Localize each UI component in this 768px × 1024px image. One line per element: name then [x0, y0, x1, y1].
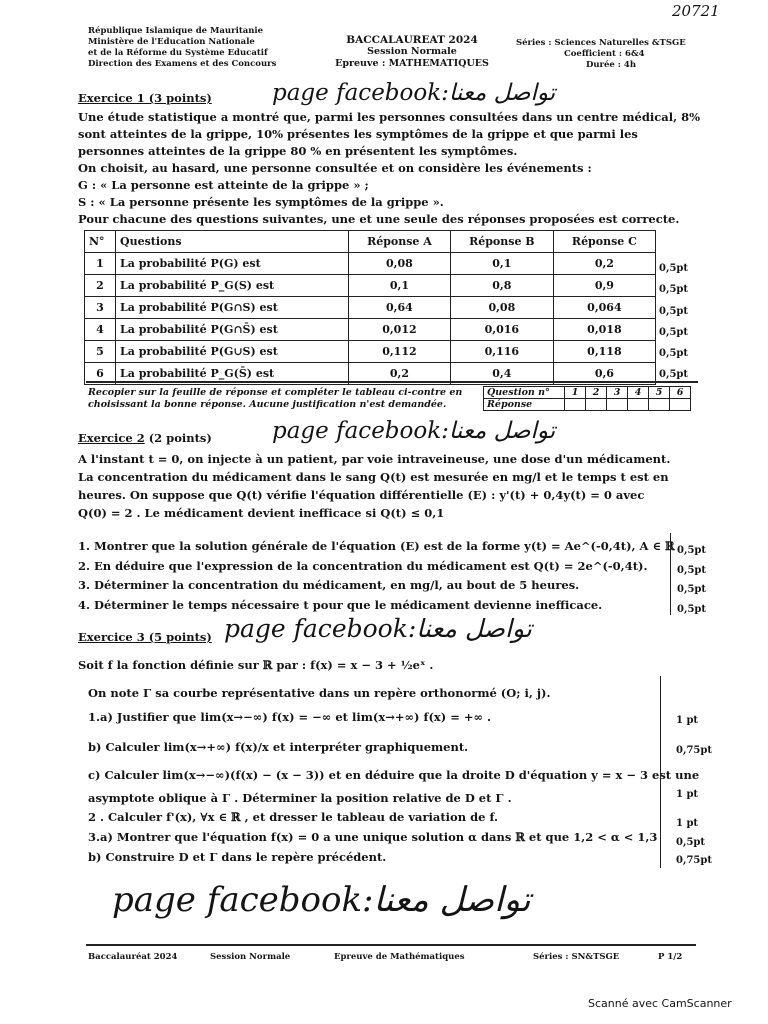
exercise-2-heading	[78, 431, 212, 445]
row-answer-c: 0,2	[553, 253, 655, 275]
row-answer-b: 0,08	[450, 297, 553, 319]
header-left	[88, 26, 276, 70]
row-number: 5	[85, 341, 116, 363]
footer-subject: Epreuve de Mathématiques	[334, 952, 465, 962]
header-right-line: Durée : 4h	[586, 60, 636, 70]
question-line: 4. Déterminer le temps nécessaire t pour que le médicament devienne inefficace.	[78, 597, 603, 612]
answer-table-label: Question n°	[484, 387, 565, 399]
row-question: La probabilité P(G∩S) est	[116, 297, 349, 319]
footer-session: Session Normale	[210, 952, 291, 962]
row-question: La probabilité P_G(S) est	[116, 275, 349, 297]
table-header-c: Réponse C	[553, 231, 655, 253]
points-mark: 0,5pt	[677, 564, 707, 576]
table-header-questions: Questions	[116, 231, 349, 253]
exercise-2-title: Exercice 2	[78, 431, 145, 445]
question-line: asymptote oblique à Γ . Déterminer la position relative de D et Γ .	[88, 791, 512, 805]
points-mark: 1 pt	[676, 818, 699, 829]
intro-line: La concentration du médicament dans le sang Q(t) est mesurée en mg/l et le temps t est en	[78, 470, 669, 484]
function-definition: Soit f la fonction définie sur ℝ par : f(x) = x − 3 + ½eˣ .	[78, 658, 434, 672]
answer-table-cell	[670, 399, 691, 411]
question-line: b) Construire D et Γ dans le repère précédent.	[88, 850, 387, 864]
table-row	[85, 297, 656, 319]
row-number: 2	[85, 275, 116, 297]
row-question: La probabilité P(G∪S) est	[116, 341, 349, 363]
questions-table	[84, 230, 656, 385]
points-mark: 0,5pt	[659, 263, 689, 274]
points-mark: 0,5pt	[677, 545, 707, 556]
footer-rule	[86, 944, 696, 946]
intro-line: Une étude statistique a montré que, parmi les personnes consultées dans un centre médical, 8%	[78, 110, 701, 124]
row-answer-b: 0,8	[450, 275, 553, 297]
header-right-line: Séries : Sciences Naturelles &TSGE	[516, 38, 686, 48]
answer-table-cell	[649, 399, 670, 411]
answer-table-cell	[628, 399, 649, 411]
table-row	[85, 253, 656, 275]
header-center-line: BACCALAUREAT 2024	[346, 34, 478, 46]
row-question: La probabilité P_G(S̄) est	[116, 363, 349, 385]
exercise-2-questions	[78, 537, 675, 615]
question-line: 2. En déduire que l'expression de la concentration du médicament est Q(t) = 2e^(-0,4t).	[78, 558, 648, 573]
question-line: 3.a) Montrer que l'équation f(x) = 0 a une unique solution α dans ℝ et que 1,2 < α < 1,3	[88, 830, 658, 844]
intro-line: sont atteintes de la grippe, 10% présentes les symptômes de la grippe et que parmi les	[78, 127, 638, 141]
header-left-line: République Islamique de Mauritanie	[88, 26, 264, 36]
header-center	[322, 34, 502, 70]
answer-table-row	[484, 399, 691, 411]
note-line: Recopier sur la feuille de réponse et compléter le tableau ci-contre en	[88, 387, 463, 398]
footer-page-number: P 1/2	[658, 952, 683, 962]
separator-line	[86, 381, 698, 383]
table-header-row	[85, 231, 656, 253]
curve-note: On note Γ sa courbe représentative dans un repère orthonormé (O; i, j).	[88, 686, 551, 700]
question-line: c) Calculer lim(x→−∞)(f(x) − (x − 3)) et en déduire que la droite D d'équation y = x − 3 est une	[88, 768, 700, 782]
answer-table-row	[484, 387, 691, 399]
points-mark: 0,5pt	[676, 837, 706, 848]
table-header-a: Réponse A	[349, 231, 451, 253]
table-row	[85, 341, 656, 363]
points-mark: 0,5pt	[659, 326, 689, 338]
question-line: 1.a) Justifier que lim(x→−∞) f(x) = −∞ et lim(x→+∞) f(x) = +∞ .	[88, 710, 492, 724]
watermark: page facebook:تواصل معنا	[224, 614, 532, 643]
points-mark: 0,5pt	[659, 348, 689, 360]
points-mark: 0,5pt	[659, 284, 689, 296]
row-number: 4	[85, 319, 116, 341]
answer-table-cell: 4	[628, 387, 649, 399]
question-line: b) Calculer lim(x→+∞) f(x)/x et interpréter graphiquement.	[88, 740, 469, 754]
row-answer-c: 0,9	[553, 275, 655, 297]
answer-table-cell: 6	[670, 387, 691, 399]
answer-table-cell	[565, 399, 586, 411]
points-mark: 1 pt	[676, 789, 699, 800]
question-line: 2 . Calculer f'(x), ∀x ∈ ℝ , et dresser le tableau de variation de f.	[88, 810, 498, 824]
answer-table-cell	[607, 399, 628, 411]
row-number: 6	[85, 363, 116, 385]
question-line: 1. Montrer que la solution générale de l'équation (E) est de la forme y(t) = Ae^(-0,4t), A ∈ ℝ	[78, 539, 675, 553]
intro-line: personnes atteintes de la grippe 80 % en présentent les symptômes.	[78, 144, 518, 158]
row-question: La probabilité P(G∩S̄) est	[116, 319, 349, 341]
exercise-1-intro	[78, 109, 700, 228]
intro-line: A l'instant t = 0, on injecte à un patient, par voie intraveineuse, une dose d'un médicament.	[78, 452, 671, 466]
answer-table	[483, 386, 691, 411]
table-row	[85, 319, 656, 341]
row-answer-a: 0,2	[349, 363, 451, 385]
exercise-2-points-column	[677, 541, 706, 619]
answer-table-cell: 2	[586, 387, 607, 399]
scanner-watermark: Scanné avec CamScanner	[588, 997, 732, 1010]
points-mark: 0,5pt	[677, 603, 707, 615]
intro-line: heures. On suppose que Q(t) vérifie l'équation différentielle (E) : y'(t) + 0,4y(t) = 0 avec	[78, 488, 645, 502]
header-left-line: Ministère de l'Education Nationale	[88, 37, 255, 47]
row-answer-b: 0,016	[450, 319, 553, 341]
row-answer-a: 0,112	[349, 341, 451, 363]
row-question: La probabilité P(G) est	[116, 253, 349, 275]
table-points-column	[659, 258, 688, 386]
margin-rule	[660, 676, 661, 868]
table-header-b: Réponse B	[450, 231, 553, 253]
header-right	[516, 38, 686, 71]
exercise-2-points: (2 points)	[148, 431, 212, 445]
row-answer-b: 0,4	[450, 363, 553, 385]
points-mark: 0,75pt	[676, 855, 712, 866]
header-right-line: Coefficient : 6&4	[564, 49, 645, 59]
footer-exam: Baccalauréat 2024	[88, 952, 178, 962]
watermark: page facebook:تواصل معنا	[272, 418, 556, 444]
header-center-line: Epreuve : MATHEMATIQUES	[335, 58, 489, 69]
watermark: page facebook:تواصل معنا	[272, 80, 556, 106]
footer-series: Séries : SN&TSGE	[533, 952, 620, 962]
answer-table-label: Réponse	[484, 399, 565, 411]
exercise-1-title: Exercice 1 (3 points)	[78, 91, 212, 105]
points-mark: 0,5pt	[659, 305, 689, 317]
header-left-line: et de la Réforme du Système Educatif	[88, 48, 268, 58]
intro-line: On choisit, au hasard, une personne consultée et on considère les événements :	[78, 161, 592, 175]
watermark: page facebook:تواصل معنا	[112, 880, 531, 920]
answer-table-cell: 5	[649, 387, 670, 399]
row-answer-b: 0,1	[450, 253, 553, 275]
handwritten-corner-number: 20721	[672, 2, 720, 20]
header-center-line: Session Normale	[367, 46, 457, 57]
row-answer-b: 0,116	[450, 341, 553, 363]
row-number: 3	[85, 297, 116, 319]
exercise-2-intro	[78, 450, 670, 522]
header-left-line: Direction des Examens et des Concours	[88, 59, 277, 69]
intro-line: Pour chacune des questions suivantes, une et une seule des réponses proposées est correcte.	[78, 212, 680, 226]
answer-table-cell: 3	[607, 387, 628, 399]
row-answer-c: 0,018	[553, 319, 655, 341]
row-answer-c: 0,6	[553, 363, 655, 385]
points-mark: 0,5pt	[677, 584, 707, 595]
points-mark: 0,5pt	[659, 369, 689, 381]
row-number: 1	[85, 253, 116, 275]
row-answer-c: 0,064	[553, 297, 655, 319]
row-answer-a: 0,1	[349, 275, 451, 297]
table-row	[85, 275, 656, 297]
row-answer-a: 0,012	[349, 319, 451, 341]
points-mark: 1 pt	[676, 715, 699, 726]
table-header-n: N°	[85, 231, 116, 253]
note-line: choisissant la bonne réponse. Aucune justification n'est demandée.	[88, 399, 447, 410]
row-answer-a: 0,64	[349, 297, 451, 319]
row-answer-a: 0,08	[349, 253, 451, 275]
answer-table-cell	[586, 399, 607, 411]
intro-line: G : « La personne est atteinte de la grippe » ;	[78, 178, 369, 192]
question-line: 3. Déterminer la concentration du médicament, en mg/l, au bout de 5 heures.	[78, 578, 580, 592]
exercise-3-title: Exercice 3 (5 points)	[78, 630, 212, 644]
intro-line: S : « La personne présente les symptômes de la grippe ».	[78, 195, 444, 209]
exercise-1-note	[88, 387, 462, 411]
row-answer-c: 0,118	[553, 341, 655, 363]
margin-rule	[670, 533, 671, 615]
points-mark: 0,75pt	[676, 745, 712, 756]
answer-table-cell: 1	[565, 387, 586, 399]
intro-line: Q(0) = 2 . Le médicament devient inefficace si Q(t) ≤ 0,1	[78, 506, 445, 520]
